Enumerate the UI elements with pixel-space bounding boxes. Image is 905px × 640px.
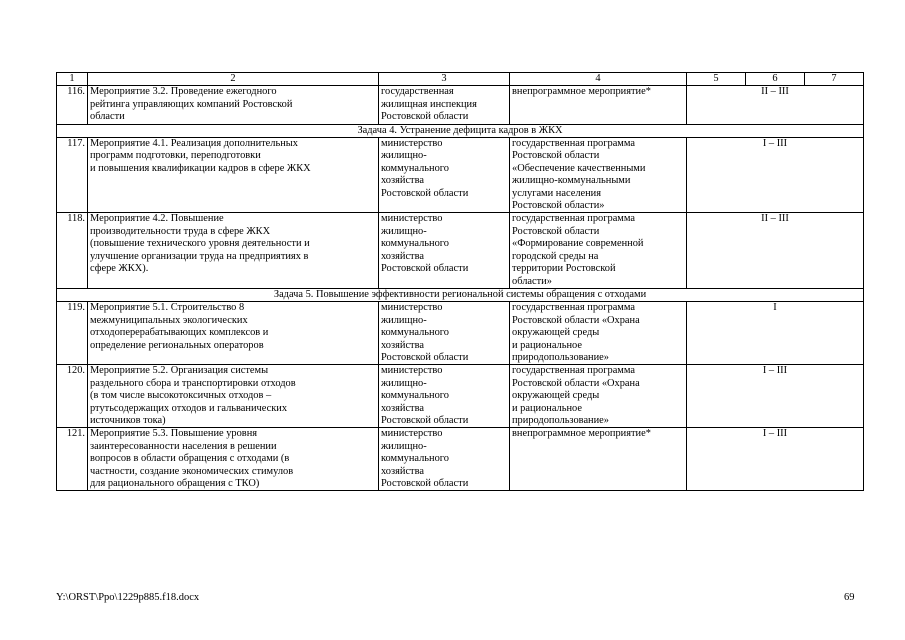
stage-cell: I <box>687 302 864 365</box>
program-cell: государственная программа Ростовской области «Охрана окружающей среды и рациональное природопользование» <box>510 365 687 428</box>
row-number: 119. <box>57 302 88 365</box>
section-row <box>57 124 864 137</box>
executor-cell: министерство жилищно- коммунального хозяйства Ростовской области <box>379 138 510 213</box>
table-row <box>57 138 864 213</box>
column-header: 4 <box>510 73 687 86</box>
program-cell: государственная программа Ростовской области «Охрана окружающей среды и рациональное природопользование» <box>510 302 687 365</box>
column-header: 1 <box>57 73 88 86</box>
measure-cell: Мероприятие 4.2. Повышение производительности труда в сфере ЖКХ (повышение технического уровня деятельности и улучшение организации труда на предприятиях в сфере ЖКХ). <box>88 213 379 288</box>
row-number: 117. <box>57 138 88 213</box>
table-row <box>57 213 864 288</box>
table-row <box>57 302 864 365</box>
row-number: 116. <box>57 86 88 124</box>
program-cell: государственная программа Ростовской области «Формирование современной городской среды на территории Ростовской области» <box>510 213 687 288</box>
table-header-row <box>57 73 864 86</box>
column-header: 5 <box>687 73 746 86</box>
row-number: 120. <box>57 365 88 428</box>
row-number: 121. <box>57 428 88 491</box>
stage-cell: I – III <box>687 138 864 213</box>
page-number: 69 <box>844 592 855 603</box>
stage-cell: II – III <box>687 213 864 288</box>
section-title: Задача 4. Устранение дефицита кадров в ЖКХ <box>57 124 864 137</box>
program-cell: внепрограммное мероприятие* <box>510 428 687 491</box>
column-header: 2 <box>88 73 379 86</box>
measure-cell: Мероприятие 4.1. Реализация дополнительных программ подготовки, переподготовки и повышения квалификации кадров в сфере ЖКХ <box>88 138 379 213</box>
executor-cell: министерство жилищно- коммунального хозяйства Ростовской области <box>379 365 510 428</box>
column-header: 3 <box>379 73 510 86</box>
measure-cell: Мероприятие 5.3. Повышение уровня заинтересованности населения в решении вопросов в области обращения с отходами (в частности, создание экономических стимулов для рационального обращения с ТКО) <box>88 428 379 491</box>
table-row <box>57 365 864 428</box>
program-cell: государственная программа Ростовской области «Обеспечение качественными жилищно-коммунальными услугами населения Ростовской области» <box>510 138 687 213</box>
column-header: 7 <box>805 73 864 86</box>
executor-cell: министерство жилищно- коммунального хозяйства Ростовской области <box>379 213 510 288</box>
stage-cell: I – III <box>687 365 864 428</box>
program-cell: внепрограммное мероприятие* <box>510 86 687 124</box>
section-title: Задача 5. Повышение эффективности региональной системы обращения с отходами <box>57 288 864 301</box>
executor-cell: министерство жилищно- коммунального хозяйства Ростовской области <box>379 302 510 365</box>
footer-file-path: Y:\ORST\Ppo\1229p885.f18.docx <box>56 592 200 603</box>
column-header: 6 <box>746 73 805 86</box>
measures-table <box>56 72 864 491</box>
executor-cell: государственная жилищная инспекция Ростовской области <box>379 86 510 124</box>
stage-cell: II – III <box>687 86 864 124</box>
measure-cell: Мероприятие 3.2. Проведение ежегодного рейтинга управляющих компаний Ростовской области <box>88 86 379 124</box>
row-number: 118. <box>57 213 88 288</box>
executor-cell: министерство жилищно- коммунального хозяйства Ростовской области <box>379 428 510 491</box>
table-row <box>57 86 864 124</box>
section-row <box>57 288 864 301</box>
table-row <box>57 428 864 491</box>
stage-cell: I – III <box>687 428 864 491</box>
measure-cell: Мероприятие 5.2. Организация системы раздельного сбора и транспортировки отходов (в том числе высокотоксичных отходов – ртутьсодержащих отходов и гальванических источников тока) <box>88 365 379 428</box>
measure-cell: Мероприятие 5.1. Строительство 8 межмуниципальных экологических отходоперерабатывающих комплексов и определение региональных операторов <box>88 302 379 365</box>
